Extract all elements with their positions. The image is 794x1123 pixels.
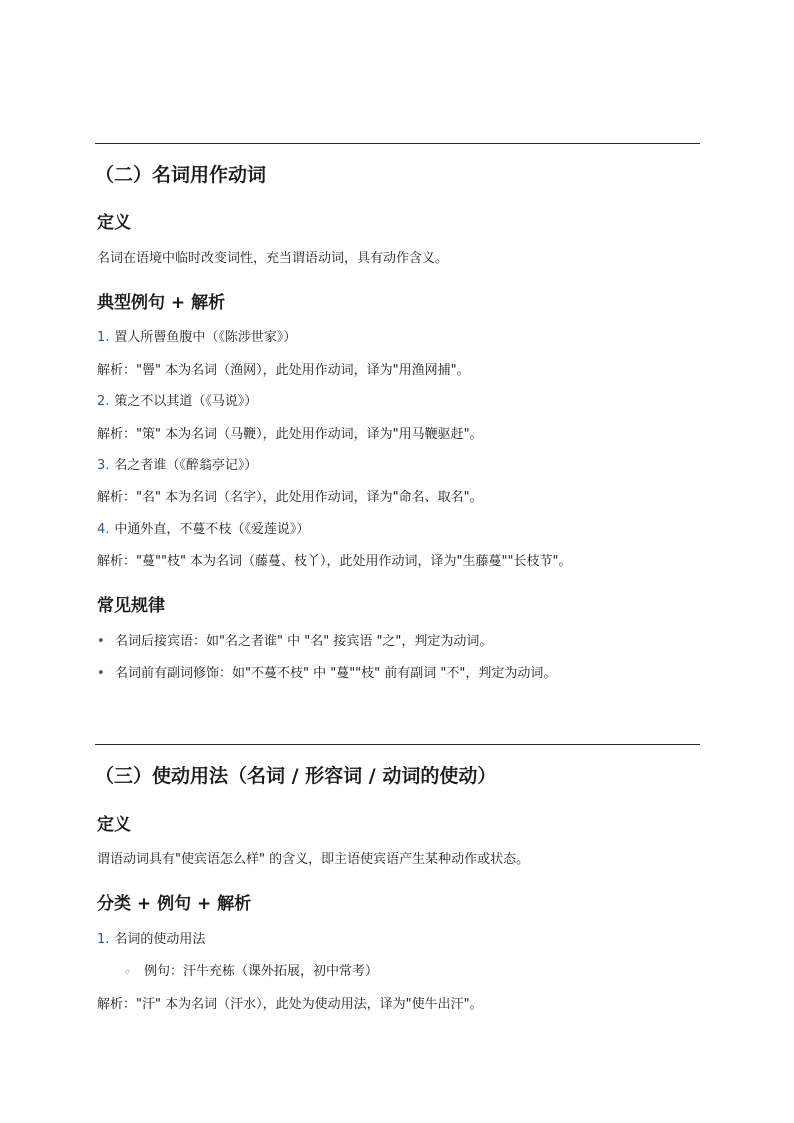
section-2-definition-heading: 定义 (97, 213, 131, 233)
example-item (97, 393, 257, 411)
example-item (97, 457, 257, 475)
category-analysis: 解析："汗" 本为名词（汗水），此处为使动用法，译为"使牛出汗"。 (97, 997, 483, 1012)
category-example: 例句：汗牛充栋（课外拓展，初中常考） (144, 964, 379, 979)
example-number: 4. (97, 522, 110, 537)
example-number: 2. (97, 394, 110, 409)
section-2-rules-heading: 常见规律 (97, 596, 165, 616)
example-analysis: 解析："策" 本为名词（马鞭），此处用作动词，译为"用马鞭驱赶"。 (97, 427, 483, 442)
example-sentence: 中通外直，不蔓不枝（《爱莲说》） (114, 522, 310, 537)
section-2-examples-heading: 典型例句 + 解析 (97, 293, 226, 313)
section-divider-top (95, 143, 700, 144)
example-sentence: 置人所罾鱼腹中（《陈涉世家》） (114, 330, 297, 345)
sub-bullet-icon: ◦ (124, 965, 132, 979)
section-3-definition-heading: 定义 (97, 815, 131, 835)
category-label: 名词的使动用法 (114, 932, 206, 947)
category-number: 1. (97, 932, 110, 947)
section-3-categories-heading: 分类 + 例句 + 解析 (97, 894, 252, 914)
example-item (97, 521, 309, 539)
example-number: 1. (97, 330, 110, 345)
example-analysis: 解析："罾" 本为名词（渔网），此处用作动词，译为"用渔网捕"。 (97, 363, 470, 378)
category-item (97, 931, 205, 949)
example-sentence: 策之不以其道（《马说》） (114, 394, 258, 409)
example-item (97, 329, 296, 347)
example-sentence: 名之者谁（《醉翁亭记》） (114, 458, 258, 473)
section-2-definition-text: 名词在语境中临时改变词性，充当谓语动词，具有动作含义。 (97, 251, 449, 266)
bullet-icon: • (97, 634, 105, 649)
section-2-title: （二）名词用作动词 (95, 164, 267, 186)
section-3-definition-text: 谓语动词具有"使宾语怎么样" 的含义，即主语使宾语产生某种动作或状态。 (97, 852, 530, 867)
example-number: 3. (97, 458, 110, 473)
example-analysis: 解析："蔓""枝" 本为名词（藤蔓、枝丫），此处用作动词，译为"生藤蔓""长枝节"。 (97, 554, 572, 569)
rule-item: 名词前有副词修饰：如"不蔓不枝" 中 "蔓""枝" 前有副词 "不"，判定为动词。 (115, 666, 557, 681)
section-3-title: （三）使动用法（名词 / 形容词 / 动词的使动） (95, 765, 497, 787)
bullet-icon: • (97, 666, 105, 681)
section-divider (95, 744, 700, 745)
rule-item: 名词后接宾语：如"名之者谁" 中 "名" 接宾语 "之"，判定为动词。 (115, 634, 493, 649)
example-analysis: 解析："名" 本为名词（名字），此处用作动词，译为"命名、取名"。 (97, 490, 483, 505)
